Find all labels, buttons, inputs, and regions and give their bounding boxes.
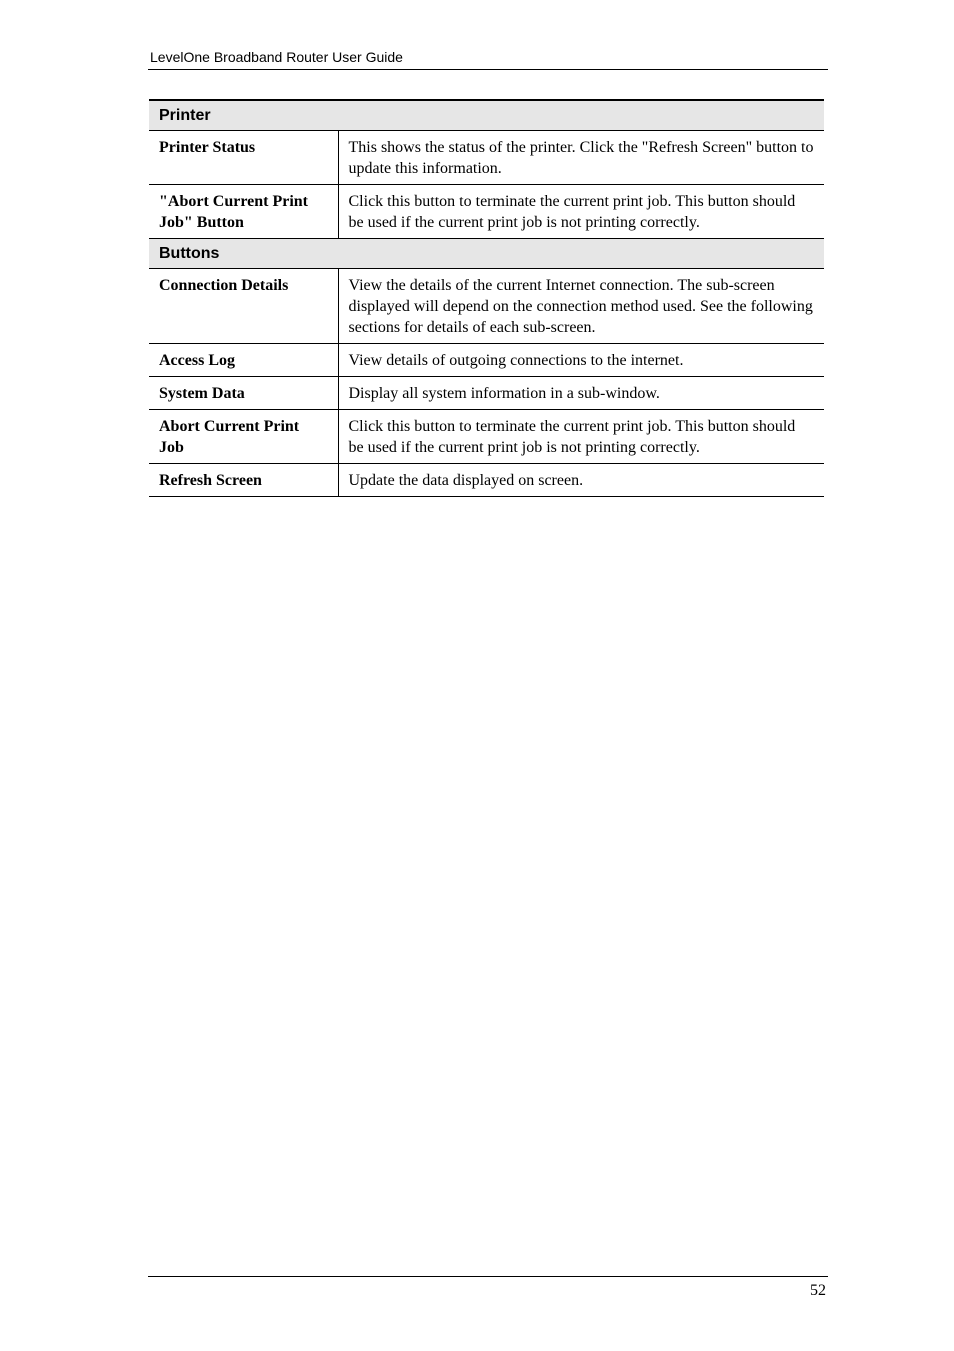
row-description: Click this button to terminate the current print job. This button should be used if the current print job is not printing correctly. xyxy=(338,410,824,464)
row-term: Refresh Screen xyxy=(149,464,338,497)
row-term: Abort Current Print Job xyxy=(149,410,338,464)
settings-table xyxy=(149,99,824,497)
row-description: Update the data displayed on screen. xyxy=(338,464,824,497)
table-row xyxy=(149,131,824,185)
section-title: Printer xyxy=(149,100,824,131)
page-footer xyxy=(148,1276,828,1299)
header-title: LevelOne Broadband Router User Guide xyxy=(150,49,403,65)
row-description: Click this button to terminate the current print job. This button should be used if the current print job is not printing correctly. xyxy=(338,185,824,239)
section-title: Buttons xyxy=(149,239,824,269)
section-header-buttons xyxy=(149,239,824,269)
row-term: Printer Status xyxy=(149,131,338,185)
row-description: This shows the status of the printer. Click the "Refresh Screen" button to update this information. xyxy=(338,131,824,185)
row-description: Display all system information in a sub-window. xyxy=(338,377,824,410)
page-header xyxy=(148,48,828,70)
table-row xyxy=(149,464,824,497)
row-term: System Data xyxy=(149,377,338,410)
table-row xyxy=(149,377,824,410)
table-row xyxy=(149,344,824,377)
table-row xyxy=(149,185,824,239)
section-header-printer xyxy=(149,100,824,131)
table-row xyxy=(149,269,824,344)
row-term: Access Log xyxy=(149,344,338,377)
row-description: View the details of the current Internet connection. The sub-screen displayed will depend on the connection method used. See the following sections for details of each sub-screen. xyxy=(338,269,824,344)
row-description: View details of outgoing connections to the internet. xyxy=(338,344,824,377)
table-row xyxy=(149,410,824,464)
page-number: 52 xyxy=(810,1282,826,1299)
row-term: "Abort Current Print Job" Button xyxy=(149,185,338,239)
row-term: Connection Details xyxy=(149,269,338,344)
